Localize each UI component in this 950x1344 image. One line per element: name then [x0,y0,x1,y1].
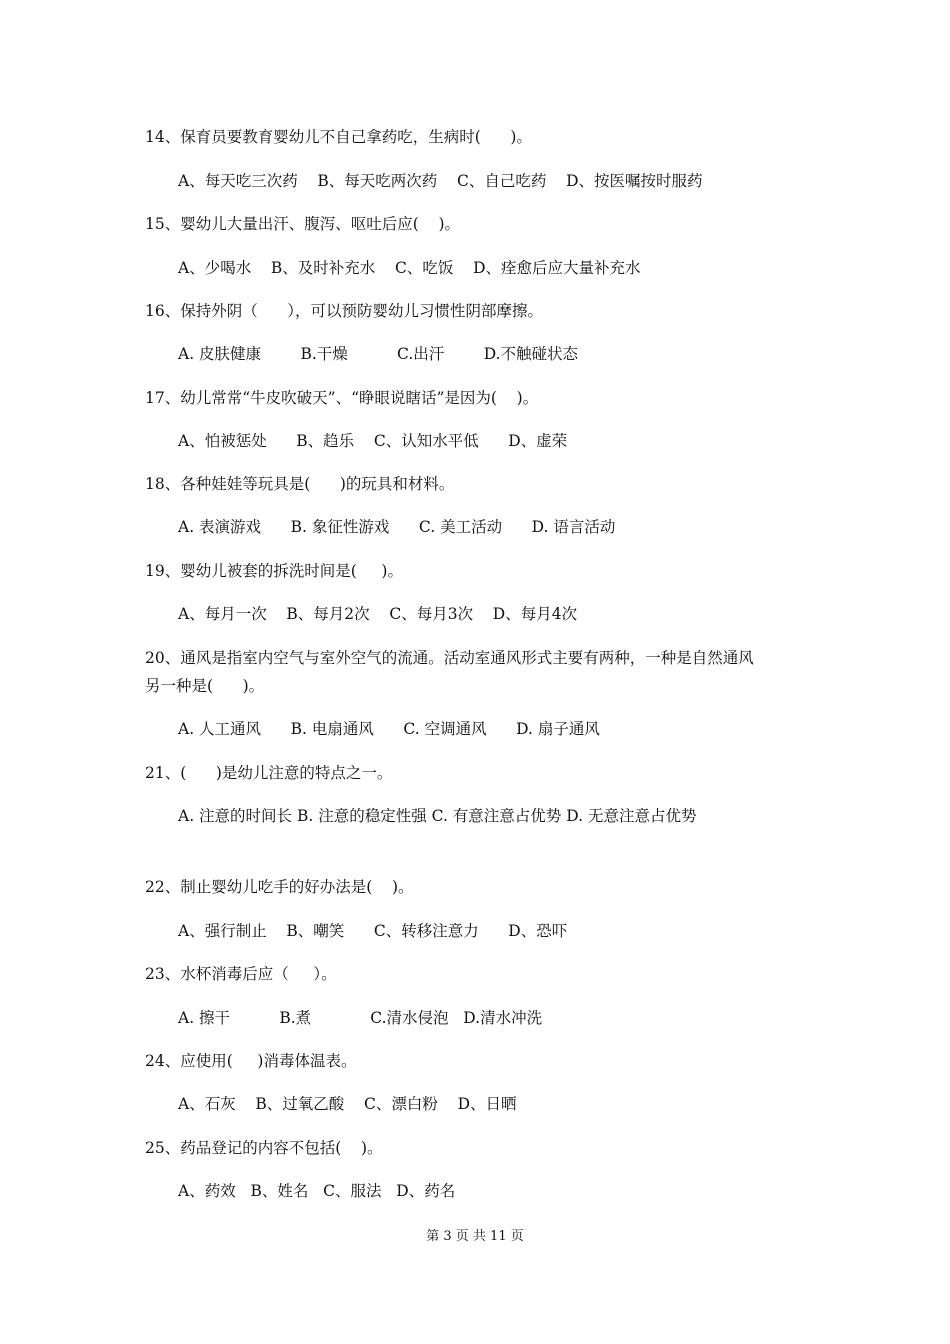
question-23-options: A. 擦干 B.煮 C.清水侵泡 D.清水冲洗 [178,1009,543,1027]
question-18-options: A. 表演游戏 B. 象征性游戏 C. 美工活动 D. 语言活动 [178,518,616,536]
question-14-options: A、每天吃三次药 B、每天吃两次药 C、自己吃药 D、按医嘱按时服药 [178,172,703,190]
question-15-options: A、少喝水 B、及时补充水 C、吃饭 D、痊愈后应大量补充水 [178,259,641,277]
question-20-stem-line2: 另一种是( )。 [145,677,265,695]
question-22-stem: 22、制止婴幼儿吃手的好办法是( )。 [145,878,414,896]
question-24-stem: 24、应使用( )消毒体温表。 [145,1052,357,1070]
question-22-options: A、强行制止 B、嘲笑 C、转移注意力 D、恐吓 [178,922,568,940]
question-23-stem: 23、水杯消毒后应（ ）。 [145,965,337,983]
page-number-footer: 第 3 页 共 11 页 [426,1229,524,1244]
question-24-options: A、石灰 B、过氧乙酸 C、漂白粉 D、日晒 [178,1095,517,1113]
question-15-stem: 15、婴幼儿大量出汗、腹泻、呕吐后应( )。 [145,215,461,233]
question-20-stem-line1: 20、通风是指室内空气与室外空气的流通。活动室通风形式主要有两种，一种是自然通风 [145,649,754,667]
question-19-options: A、每月一次 B、每月2次 C、每月3次 D、每月4次 [178,605,578,623]
question-16-options: A. 皮肤健康 B.干燥 C.出汗 D.不触碰状态 [178,345,579,363]
question-21-stem: 21、( )是幼儿注意的特点之一。 [145,764,393,782]
question-18-stem: 18、各种娃娃等玩具是( )的玩具和材料。 [145,475,455,493]
question-21-options: A. 注意的时间长 B. 注意的稳定性强 C. 有意注意占优势 D. 无意注意占优势 [178,807,697,825]
question-25-options: A、药效 B、姓名 C、服法 D、药名 [178,1182,456,1200]
question-20-options: A. 人工通风 B. 电扇通风 C. 空调通风 D. 扇子通风 [178,720,600,738]
question-25-stem: 25、药品登记的内容不包括( )。 [145,1139,383,1157]
question-19-stem: 19、婴幼儿被套的拆洗时间是( )。 [145,562,403,580]
question-16-stem: 16、保持外阴（ ），可以预防婴幼儿习惯性阴部摩擦。 [145,302,544,320]
question-17-stem: 17、幼儿常常“牛皮吹破天”、“睁眼说瞎话”是因为( )。 [145,389,539,407]
question-17-options: A、怕被惩处 B、趋乐 C、认知水平低 D、虚荣 [178,432,568,450]
question-14-stem: 14、保育员要教育婴幼儿不自己拿药吃，生病时( )。 [145,128,532,146]
